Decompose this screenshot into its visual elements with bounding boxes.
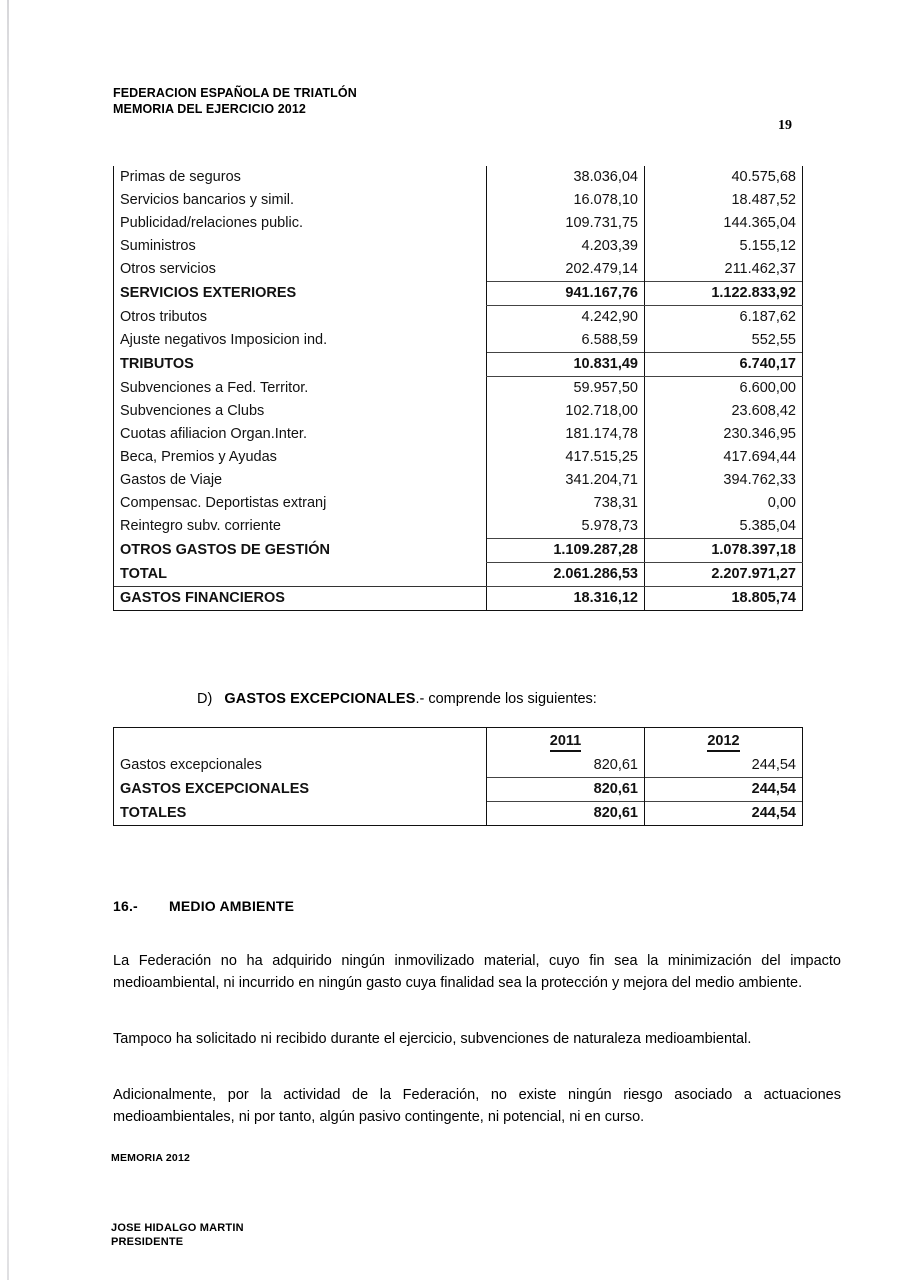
row-label: TRIBUTOS bbox=[114, 353, 487, 377]
header-year-text: 2012 bbox=[707, 733, 739, 752]
section-d-prefix: D) bbox=[197, 691, 213, 707]
signature-block bbox=[111, 1221, 244, 1249]
exceptional-expenses-table-body bbox=[114, 728, 803, 826]
table-row bbox=[114, 469, 803, 492]
row-label: Servicios bancarios y simil. bbox=[114, 189, 487, 212]
row-label: Primas de seguros bbox=[114, 166, 487, 189]
row-value-2011: 38.036,04 bbox=[487, 166, 645, 189]
row-label: Gastos excepcionales bbox=[114, 754, 487, 778]
section-16-heading bbox=[113, 898, 294, 914]
row-value-2012: 2.207.971,27 bbox=[645, 563, 803, 587]
section-d-title: GASTOS EXCEPCIONALES bbox=[224, 691, 416, 707]
row-value-2011: 181.174,78 bbox=[487, 423, 645, 446]
row-value-2012: 5.385,04 bbox=[645, 515, 803, 539]
row-value-2012: 40.575,68 bbox=[645, 166, 803, 189]
row-value-2012: 211.462,37 bbox=[645, 258, 803, 282]
row-value-2012: 6.600,00 bbox=[645, 377, 803, 401]
row-value-2012: 18.487,52 bbox=[645, 189, 803, 212]
row-label: Reintegro subv. corriente bbox=[114, 515, 487, 539]
row-value-2012: 394.762,33 bbox=[645, 469, 803, 492]
row-value-2012: 552,55 bbox=[645, 329, 803, 353]
row-label: Suministros bbox=[114, 235, 487, 258]
row-value-2012: 5.155,12 bbox=[645, 235, 803, 258]
row-value-2012: 6.740,17 bbox=[645, 353, 803, 377]
signer-name: JOSE HIDALGO MARTIN bbox=[111, 1222, 244, 1234]
row-value-2011: 5.978,73 bbox=[487, 515, 645, 539]
table-row bbox=[114, 377, 803, 401]
table-row bbox=[114, 446, 803, 469]
section-d-heading bbox=[197, 691, 597, 707]
row-value-2012: 244,54 bbox=[645, 802, 803, 826]
table-row bbox=[114, 329, 803, 353]
row-value-2012: 18.805,74 bbox=[645, 587, 803, 611]
row-label: OTROS GASTOS DE GESTIÓN bbox=[114, 539, 487, 563]
row-label: Compensac. Deportistas extranj bbox=[114, 492, 487, 515]
row-label: TOTAL bbox=[114, 563, 487, 587]
table-row bbox=[114, 754, 803, 778]
table-row bbox=[114, 166, 803, 189]
row-label: GASTOS EXCEPCIONALES bbox=[114, 778, 487, 802]
table-row bbox=[114, 306, 803, 330]
section-16-paragraph-3: Adicionalmente, por la actividad de la Federación, no existe ningún riesgo asociado a actuaciones medioambientales, ni por tanto, algún pasivo contingente, ni potencial, ni en curso. bbox=[113, 1087, 841, 1125]
table-row bbox=[114, 258, 803, 282]
exceptional-expenses-table bbox=[113, 727, 803, 826]
row-value-2011: 102.718,00 bbox=[487, 400, 645, 423]
memoria-footer-tag: MEMORIA 2012 bbox=[111, 1152, 191, 1164]
row-value-2011: 109.731,75 bbox=[487, 212, 645, 235]
row-value-2011: 6.588,59 bbox=[487, 329, 645, 353]
table-row bbox=[114, 515, 803, 539]
row-label: GASTOS FINANCIEROS bbox=[114, 587, 487, 611]
row-value-2012: 244,54 bbox=[645, 778, 803, 802]
row-label: Publicidad/relaciones public. bbox=[114, 212, 487, 235]
expenses-table-body bbox=[114, 166, 803, 611]
row-value-2012: 144.365,04 bbox=[645, 212, 803, 235]
header-year-text: 2011 bbox=[550, 733, 581, 752]
table-row bbox=[114, 353, 803, 377]
row-value-2011: 4.242,90 bbox=[487, 306, 645, 330]
row-value-2012: 230.346,95 bbox=[645, 423, 803, 446]
row-value-2012: 1.078.397,18 bbox=[645, 539, 803, 563]
row-value-2011: 820,61 bbox=[487, 802, 645, 826]
row-value-2011: 341.204,71 bbox=[487, 469, 645, 492]
row-label: Gastos de Viaje bbox=[114, 469, 487, 492]
table-row bbox=[114, 189, 803, 212]
row-label: Subvenciones a Clubs bbox=[114, 400, 487, 423]
row-value-2011: 16.078,10 bbox=[487, 189, 645, 212]
row-label: Otros tributos bbox=[114, 306, 487, 330]
row-value-2011: 202.479,14 bbox=[487, 258, 645, 282]
table-row bbox=[114, 492, 803, 515]
row-label: Cuotas afiliacion Organ.Inter. bbox=[114, 423, 487, 446]
document-header bbox=[113, 85, 357, 117]
table-row bbox=[114, 400, 803, 423]
table-row bbox=[114, 423, 803, 446]
signer-title: PRESIDENTE bbox=[111, 1236, 184, 1248]
row-value-2012: 6.187,62 bbox=[645, 306, 803, 330]
row-value-2011: 10.831,49 bbox=[487, 353, 645, 377]
header-organization: FEDERACION ESPAÑOLA DE TRIATLÓN bbox=[113, 86, 357, 100]
row-value-2011: 417.515,25 bbox=[487, 446, 645, 469]
row-value-2012: 417.694,44 bbox=[645, 446, 803, 469]
row-label: Ajuste negativos Imposicion ind. bbox=[114, 329, 487, 353]
table-row bbox=[114, 282, 803, 306]
table-header-row bbox=[114, 728, 803, 755]
section-16-paragraph-2: Tampoco ha solicitado ni recibido durante el ejercicio, subvenciones de naturaleza medioambiental. bbox=[113, 1031, 752, 1047]
section-16-number: 16.- bbox=[113, 898, 138, 914]
row-value-2012: 244,54 bbox=[645, 754, 803, 778]
row-value-2012: 23.608,42 bbox=[645, 400, 803, 423]
row-value-2011: 738,31 bbox=[487, 492, 645, 515]
row-label: Subvenciones a Fed. Territor. bbox=[114, 377, 487, 401]
row-value-2011: 4.203,39 bbox=[487, 235, 645, 258]
row-value-2011: 820,61 bbox=[487, 778, 645, 802]
header-year-1 bbox=[487, 728, 645, 755]
section-16-paragraph-1: La Federación no ha adquirido ningún inmovilizado material, cuyo fin sea la minimización del impacto medioambiental, ni incurrido en ningún gasto cuya finalidad sea la protección y mejora del medio ambiente. bbox=[113, 953, 841, 991]
page-number: 19 bbox=[778, 118, 792, 133]
row-value-2011: 1.109.287,28 bbox=[487, 539, 645, 563]
row-value-2011: 941.167,76 bbox=[487, 282, 645, 306]
row-label: TOTALES bbox=[114, 802, 487, 826]
header-label bbox=[114, 728, 487, 755]
table-row bbox=[114, 563, 803, 587]
section-16-title: MEDIO AMBIENTE bbox=[169, 898, 295, 914]
row-value-2011: 2.061.286,53 bbox=[487, 563, 645, 587]
table-row bbox=[114, 778, 803, 802]
row-label: SERVICIOS EXTERIORES bbox=[114, 282, 487, 306]
header-subtitle: MEMORIA DEL EJERCICIO 2012 bbox=[113, 102, 306, 116]
expenses-table bbox=[113, 166, 803, 611]
table-row bbox=[114, 212, 803, 235]
table-row bbox=[114, 235, 803, 258]
row-value-2011: 18.316,12 bbox=[487, 587, 645, 611]
section-d-rest: .- comprende los siguientes: bbox=[415, 691, 597, 707]
table-row bbox=[114, 587, 803, 611]
row-value-2012: 1.122.833,92 bbox=[645, 282, 803, 306]
header-year-2 bbox=[645, 728, 803, 755]
row-value-2012: 0,00 bbox=[645, 492, 803, 515]
row-value-2011: 820,61 bbox=[487, 754, 645, 778]
table-row bbox=[114, 539, 803, 563]
table-row bbox=[114, 802, 803, 826]
row-label: Beca, Premios y Ayudas bbox=[114, 446, 487, 469]
row-value-2011: 59.957,50 bbox=[487, 377, 645, 401]
row-label: Otros servicios bbox=[114, 258, 487, 282]
